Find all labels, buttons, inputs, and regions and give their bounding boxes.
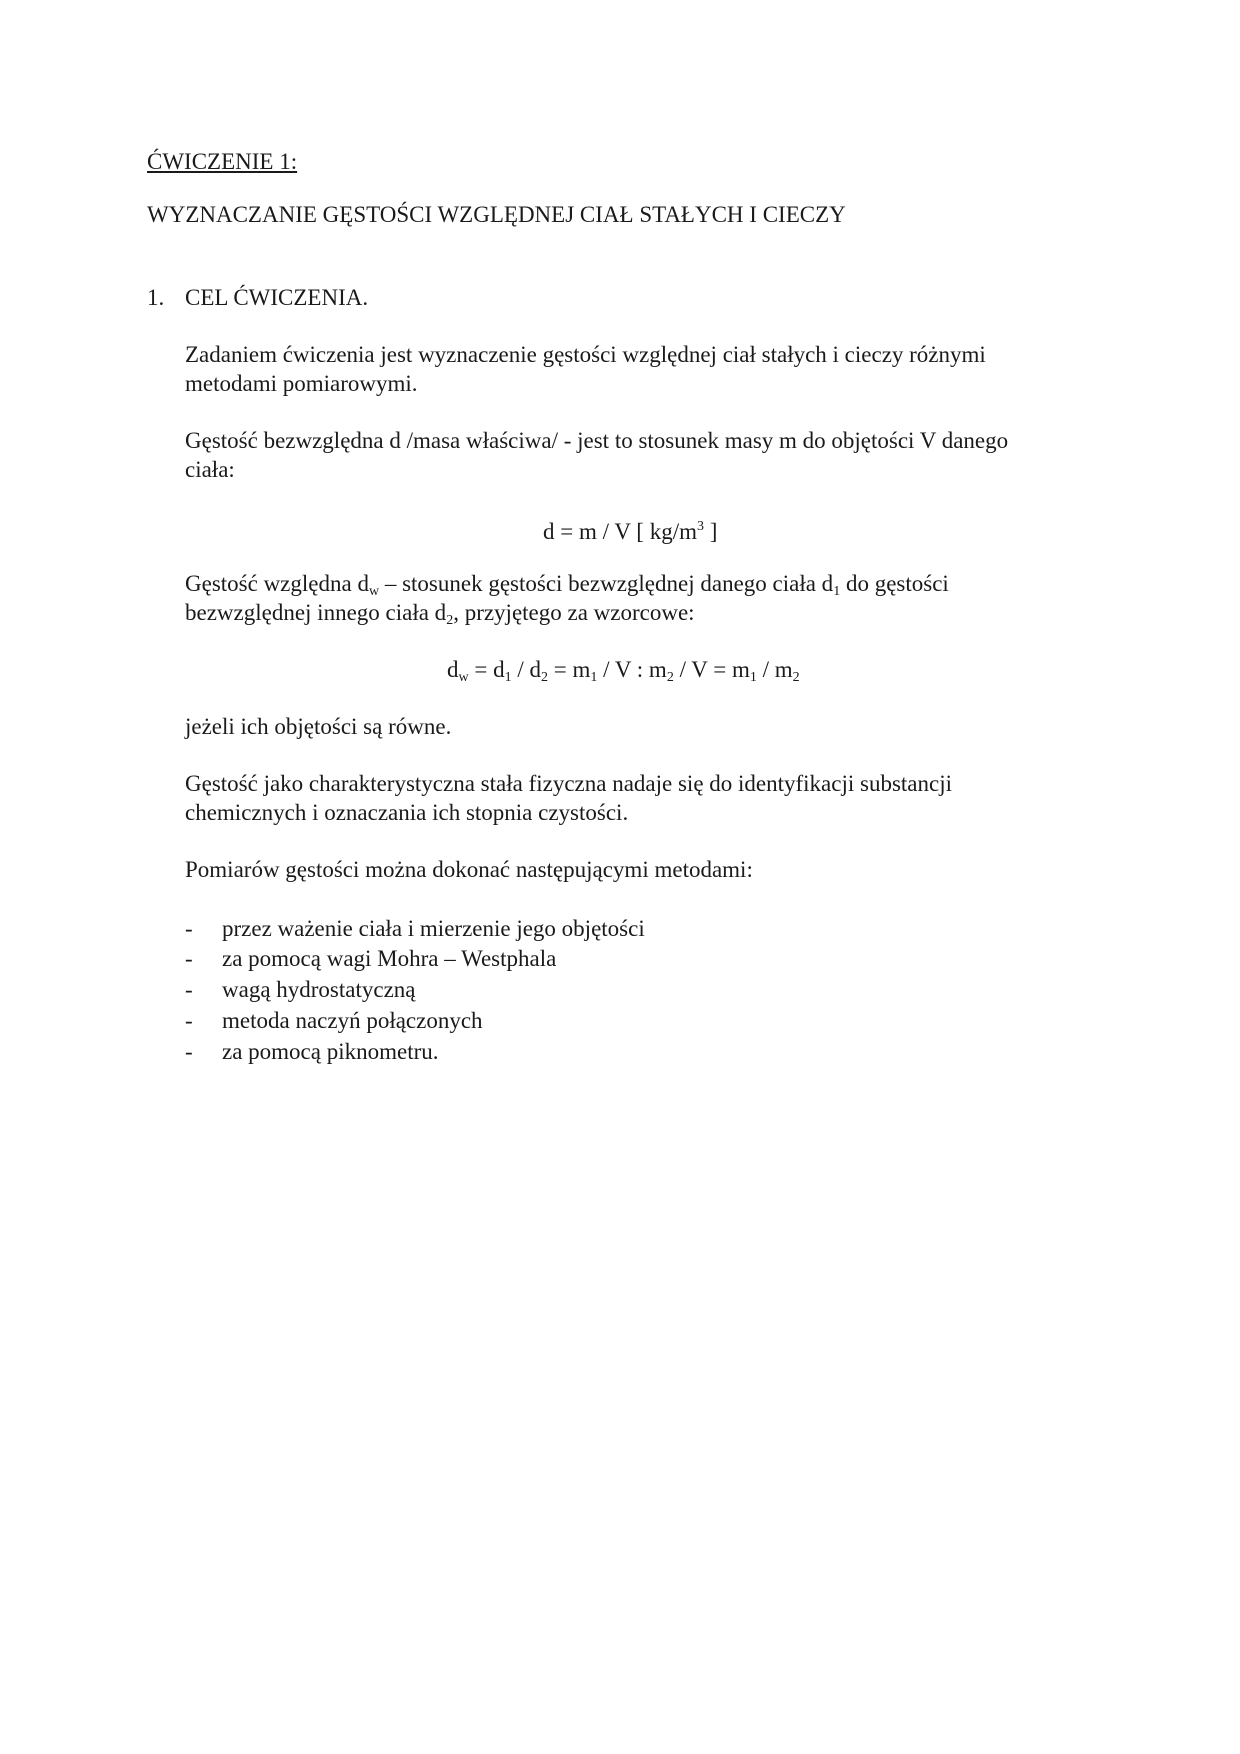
paragraph-3-line-2 xyxy=(185,599,695,635)
f2-sub-2c: 2 xyxy=(792,670,800,685)
section-number: 1. xyxy=(147,285,165,310)
bullet-dash: - xyxy=(185,946,193,971)
bullet-dash: - xyxy=(185,977,193,1002)
list-item-text: wagą hydrostatyczną xyxy=(222,977,416,1002)
density-formula-main: d = m / V [ kg/m xyxy=(543,519,697,544)
paragraph-1-line-1: Zadaniem ćwiczenia jest wyznaczenie gęstości względnej ciał stałych i cieczy różnymi xyxy=(185,342,986,367)
p3-sub-w: w xyxy=(368,584,380,599)
p3-line2-text-b: , przyjętego za wzorcowe: xyxy=(453,600,695,625)
bullet-dash: - xyxy=(185,1008,193,1033)
list-item-text: przez ważenie ciała i mierzenie jego objętości xyxy=(222,916,645,941)
f2-eq1: = d xyxy=(468,657,505,682)
f2-sub-1a: 1 xyxy=(504,670,512,685)
p3-line2-text-a: bezwzględnej innego ciała d xyxy=(185,600,447,625)
paragraph-4: jeżeli ich objętości są równe. xyxy=(185,714,452,739)
p3-sub-1: 1 xyxy=(833,584,841,599)
f2-eq2: = m xyxy=(548,657,591,682)
f2-sub-w: w xyxy=(458,670,469,685)
p3-text-c: do gęstości xyxy=(840,571,949,596)
f2-d: d xyxy=(447,657,459,682)
density-formula xyxy=(543,513,717,546)
list-item-text: metoda naczyń połączonych xyxy=(222,1008,483,1033)
p3-line2-sub-2: 2 xyxy=(446,613,454,628)
exercise-label: ĆWICZENIE 1: xyxy=(147,149,298,174)
f2-mid: / V : m xyxy=(597,657,667,682)
p3-text-b: – stosunek gęstości bezwzględnej danego ciała d xyxy=(379,571,834,596)
list-item-text: za pomocą wagi Mohra – Westphala xyxy=(222,946,557,971)
paragraph-6: Pomiarów gęstości można dokonać następującymi metodami: xyxy=(185,857,753,882)
list-item-text: za pomocą piknometru. xyxy=(222,1039,439,1064)
paragraph-5-line-2: chemicznych i oznaczania ich stopnia czystości. xyxy=(185,800,629,825)
f2-div2: / m xyxy=(756,657,793,682)
f2-sub-2a: 2 xyxy=(541,670,548,685)
relative-density-formula xyxy=(447,656,800,692)
paragraph-2-line-1: Gęstość bezwzględna d /masa właściwa/ - jest to stosunek masy m do objętości V danego xyxy=(185,428,1009,453)
document-title: WYZNACZANIE GĘSTOŚCI WZGLĘDNEJ CIAŁ STAŁYCH I CIECZY xyxy=(147,202,846,227)
paragraph-2-line-2: ciała: xyxy=(185,457,235,482)
f2-eq3: / V = m xyxy=(673,657,750,682)
f2-sub-1c: 1 xyxy=(749,670,757,685)
f2-sub-1b: 1 xyxy=(590,670,598,685)
section-title: CEL ĆWICZENIA. xyxy=(185,285,369,310)
bullet-dash: - xyxy=(185,916,193,941)
paragraph-1-line-2: metodami pomiarowymi. xyxy=(185,371,418,396)
bullet-dash: - xyxy=(185,1039,193,1064)
f2-sub-2b: 2 xyxy=(666,670,674,685)
f2-div1: / d xyxy=(511,657,541,682)
density-formula-end: ] xyxy=(703,519,718,544)
p3-text-a: Gęstość względna d xyxy=(185,571,369,596)
paragraph-5-line-1: Gęstość jako charakterystyczna stała fizyczna nadaje się do identyfikacji substancji xyxy=(185,771,952,796)
density-formula-exponent: 3 xyxy=(696,519,704,534)
